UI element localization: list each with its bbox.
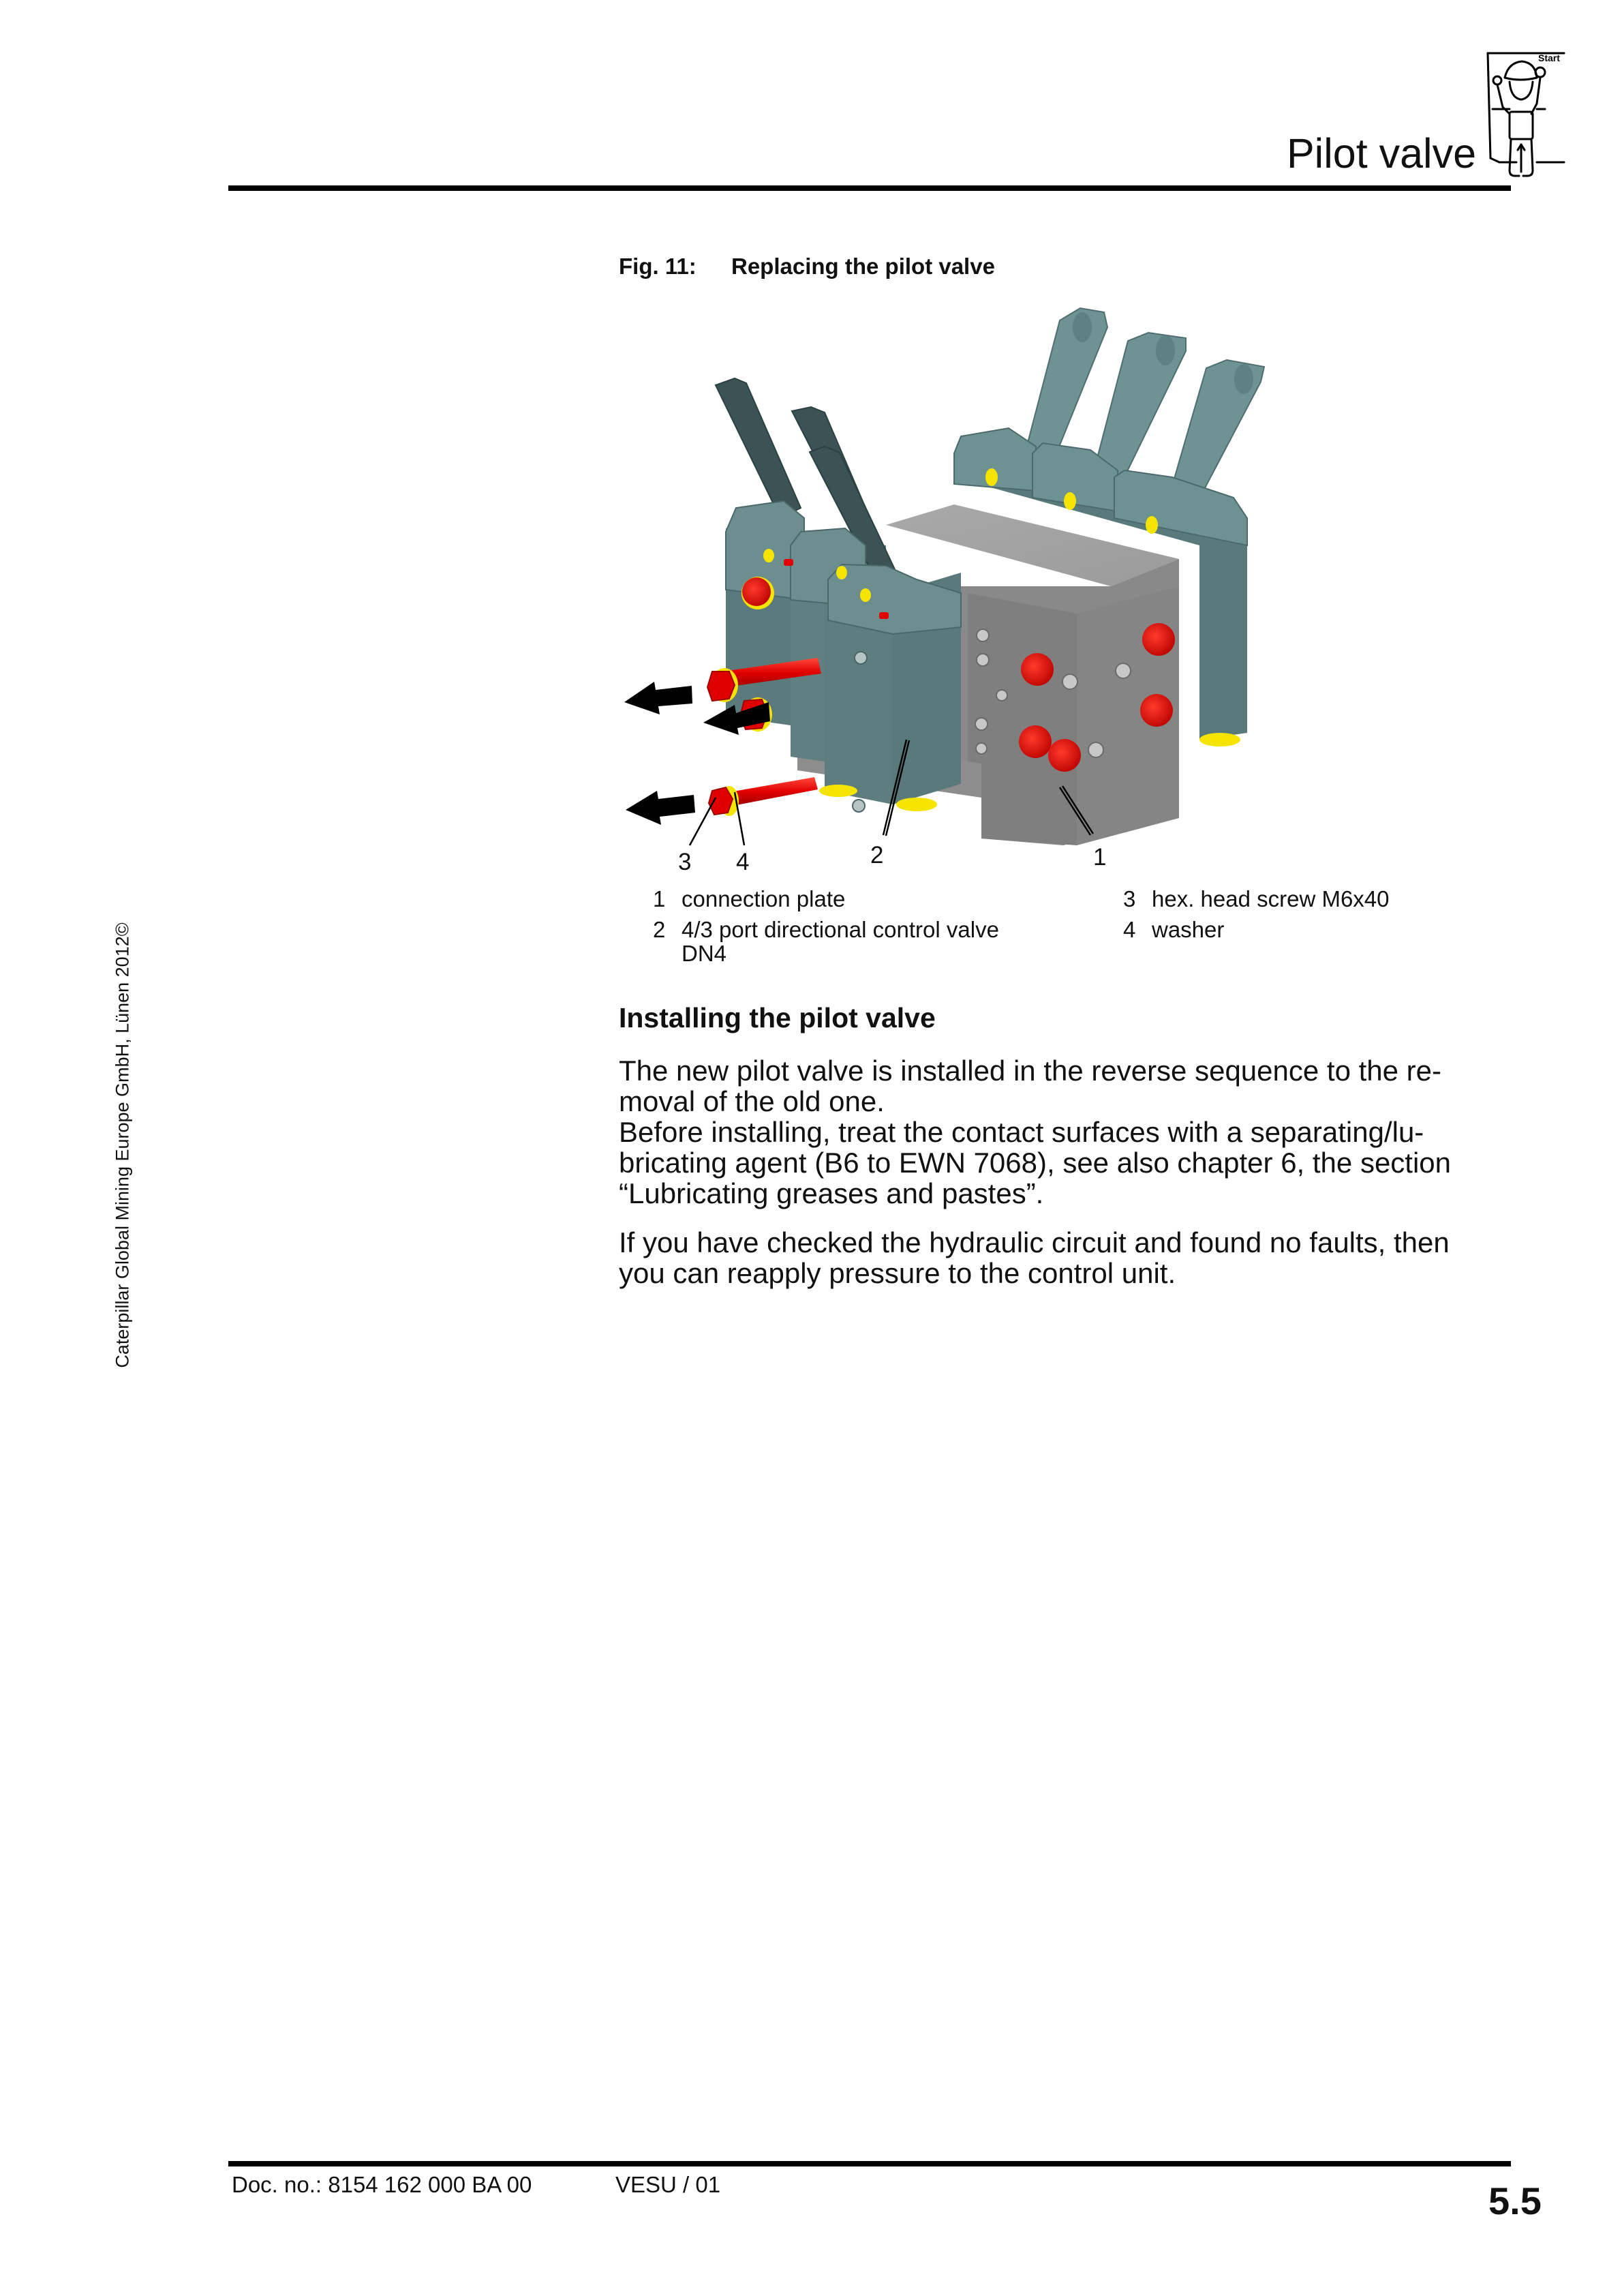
callout-2: 2 (870, 842, 884, 868)
callout-4: 4 (736, 849, 750, 875)
svg-text:Start: Start (1538, 52, 1560, 63)
page-title: Pilot valve (1287, 130, 1477, 177)
figure-caption (619, 254, 995, 280)
document-number: Doc. no.: 8154 162 000 BA 00 (232, 2172, 532, 2197)
paragraph-reapply-pressure: If you have checked the hydraulic circuit and found no faults, then you can reapply pressure to the control unit. (619, 1226, 1450, 1289)
paragraph-installation: The new pilot valve is installed in the reverse sequence to the re- moval of the old one. Before installing, treat the contact surfaces with a separating/lu- bricating agent (B6 to EWN 7068), see also chapter 6, the section “Lubricating greases and pastes”. (619, 1055, 1452, 1209)
start-person-icon (1482, 49, 1567, 185)
page-number: 5.5 (1488, 2179, 1542, 2222)
directional-control-valve (716, 378, 961, 812)
pilot-valve-illustration (613, 293, 1295, 893)
callout-1: 1 (1093, 844, 1107, 871)
figure-number: Fig. 11: (619, 254, 697, 279)
copyright-notice: Caterpillar Global Mining Europe GmbH, Lünen 2012© (112, 922, 133, 1368)
figure-title: Replacing the pilot valve (731, 254, 995, 279)
footer-rule (228, 2161, 1511, 2166)
document-variant: VESU / 01 (615, 2172, 721, 2197)
header-rule (228, 185, 1511, 191)
callout-3: 3 (678, 849, 692, 875)
section-heading: Installing the pilot valve (619, 1002, 936, 1033)
